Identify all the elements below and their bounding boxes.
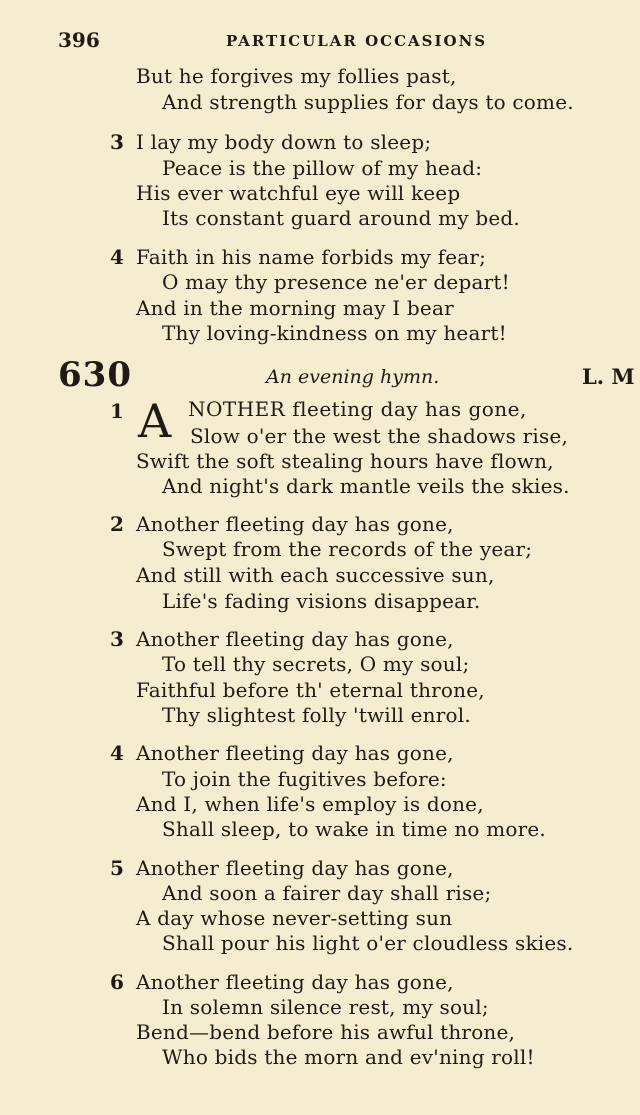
verse-line: Another fleeting day has gone, <box>136 970 454 994</box>
verse-line: Thy slightest folly 'twill enrol. <box>162 703 471 727</box>
verse-line: Peace is the pillow of my head: <box>162 156 483 180</box>
verse-line: Bend—bend before his awful throne, <box>136 1020 516 1044</box>
verse-line: And night's dark mantle veils the skies. <box>162 474 570 498</box>
stanza-number: 2 <box>110 512 124 536</box>
hymn-meter: L. M <box>582 364 635 389</box>
verse-line: I lay my body down to sleep; <box>136 130 432 154</box>
verse-line: Another fleeting day has gone, <box>136 512 454 536</box>
verse-line: Shall pour his light o'er cloudless skies. <box>162 931 574 955</box>
verse-line: Slow o'er the west the shadows rise, <box>190 424 569 448</box>
verse-line: A day whose never-setting sun <box>136 906 453 930</box>
verse-line: O may thy presence ne'er depart! <box>162 270 510 294</box>
verse-line: Another fleeting day has gone, <box>136 627 454 651</box>
verse-line: And I, when life's employ is done, <box>136 792 484 816</box>
verse-line: But he forgives my follies past, <box>136 64 457 88</box>
verse-line: Faith in his name forbids my fear; <box>136 245 487 269</box>
verse-line: Its constant guard around my bed. <box>162 206 520 230</box>
stanza-number: 5 <box>110 856 124 880</box>
page-header <box>58 28 620 56</box>
stanza-number: 4 <box>110 245 124 269</box>
verse-line: Shall sleep, to wake in time no more. <box>162 817 546 841</box>
stanza-number: 4 <box>110 741 124 765</box>
verse-line: To join the fugitives before: <box>162 767 447 791</box>
verse-line: Who bids the morn and ev'ning roll! <box>162 1045 535 1069</box>
drop-cap: A <box>138 394 172 448</box>
verse-line: Swept from the records of the year; <box>162 537 533 561</box>
verse-line: And still with each successive sun, <box>136 563 495 587</box>
verse-line: Faithful before th' eternal throne, <box>136 678 485 702</box>
stanza-number: 3 <box>110 627 124 651</box>
verse-line: Swift the soft stealing hours have flown, <box>136 449 554 473</box>
stanza-number: 6 <box>110 970 124 994</box>
verse-line: And soon a fairer day shall rise; <box>162 881 492 905</box>
hymn-title: An evening hymn. <box>266 366 440 388</box>
verse-line: In solemn silence rest, my soul; <box>162 995 489 1019</box>
hymn-number: 630 <box>58 355 132 395</box>
verse-line: And strength supplies for days to come. <box>162 90 574 114</box>
verse-line: NOTHER fleeting day has gone, <box>188 397 527 421</box>
verse-line: Thy loving-kindness on my heart! <box>162 321 507 345</box>
verse-line: Another fleeting day has gone, <box>136 741 454 765</box>
page-number: 396 <box>58 28 100 52</box>
verse-line: And in the morning may I bear <box>136 296 454 320</box>
verse-line: To tell thy secrets, O my soul; <box>162 652 470 676</box>
running-head: PARTICULAR OCCASIONS <box>226 32 488 50</box>
verse-line: His ever watchful eye will keep <box>136 181 461 205</box>
stanza-number: 1 <box>110 399 124 423</box>
stanza-number: 3 <box>110 130 124 154</box>
verse-line: Another fleeting day has gone, <box>136 856 454 880</box>
verse-line: Life's fading visions disappear. <box>162 589 481 613</box>
